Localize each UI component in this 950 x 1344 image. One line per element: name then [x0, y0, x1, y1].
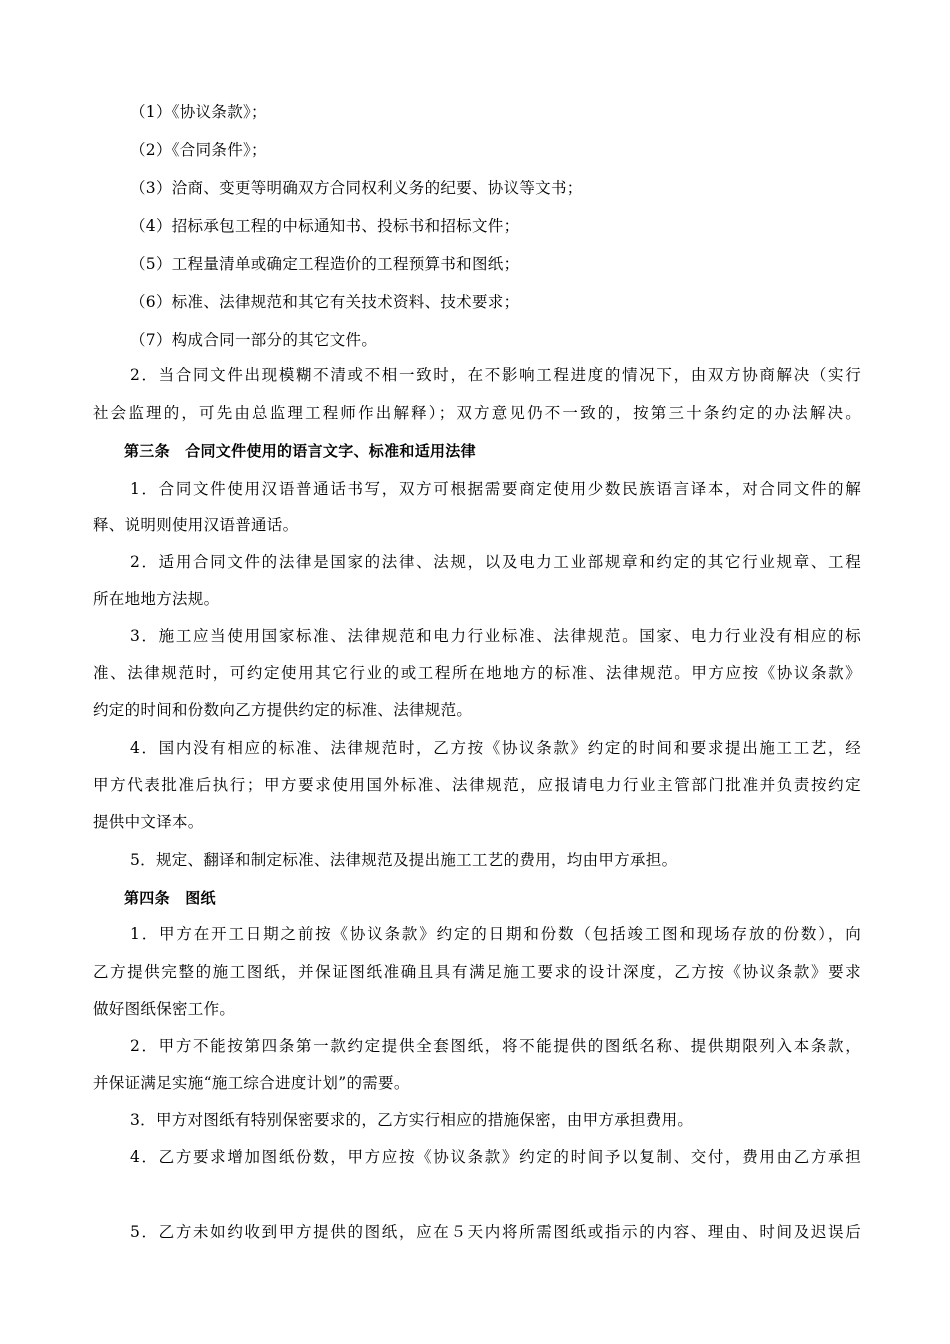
paragraph-line: 约定的时间和份数向乙方提供约定的标准、法律规范。 — [93, 701, 473, 719]
paragraph-line: 1．合同文件使用汉语普通话书写，双方可根据需要商定使用少数民族语言译本，对合同文件的解 — [130, 480, 861, 498]
paragraph-line: 乙方提供完整的施工图纸，并保证图纸准确且具有满足施工要求的设计深度，乙方按《协议条款》要求 — [93, 963, 861, 981]
paragraph-line: 准、法律规范时，可约定使用其它行业的或工程所在地地方的标准、法律规范。甲方应按《协议条款》 — [93, 664, 861, 682]
paragraph-line: 2．当合同文件出现模糊不清或不相一致时，在不影响工程进度的情况下，由双方协商解决（实行 — [130, 366, 861, 384]
paragraph-line: 并保证满足实施“施工综合进度计划”的需要。 — [93, 1074, 410, 1092]
paragraph-line: 4．乙方要求增加图纸份数，甲方应按《协议条款》约定的时间予以复制、交付，费用由乙方承担 — [130, 1148, 861, 1166]
paragraph-line: 做好图纸保密工作。 — [93, 1000, 236, 1018]
paragraph-line: 1．甲方在开工日期之前按《协议条款》约定的日期和份数（包括竣工图和现场存放的份数），向 — [130, 925, 861, 943]
paragraph-line: 所在地地方法规。 — [93, 590, 220, 608]
list-item: （5）工程量清单或确定工程造价的工程预算书和图纸； — [130, 255, 520, 273]
article-3-heading: 第三条 合同文件使用的语言文字、标准和适用法律 — [124, 442, 476, 460]
list-item: （3）洽商、变更等明确双方合同权利义务的纪要、协议等文书； — [130, 179, 583, 197]
list-item: （1）《协议条款》； — [130, 103, 267, 121]
list-item: （6）标准、法律规范和其它有关技术资料、技术要求； — [130, 293, 520, 311]
paragraph-line: 提供中文译本。 — [93, 813, 204, 831]
paragraph-line: 3．施工应当使用国家标准、法律规范和电力行业标准、法律规范。国家、电力行业没有相应的标 — [130, 627, 861, 645]
paragraph-line: 释、说明则使用汉语普通话。 — [93, 516, 299, 534]
paragraph-line: 2．甲方不能按第四条第一款约定提供全套图纸，将不能提供的图纸名称、提供期限列入本条款， — [130, 1037, 861, 1055]
paragraph-line: 2．适用合同文件的法律是国家的法律、法规，以及电力工业部规章和约定的其它行业规章、工程 — [130, 553, 861, 571]
paragraph-line: 3．甲方对图纸有特别保密要求的，乙方实行相应的措施保密，由甲方承担费用。 — [130, 1111, 694, 1129]
paragraph-line: 4．国内没有相应的标准、法律规范时，乙方按《协议条款》约定的时间和要求提出施工工艺，经 — [130, 739, 861, 757]
article-4-heading: 第四条 图纸 — [124, 889, 216, 907]
list-item: （7）构成合同一部分的其它文件。 — [130, 331, 378, 349]
paragraph-line: 5．乙方未如约收到甲方提供的图纸，应在５天内将所需图纸或指示的内容、理由、时间及迟误后 — [130, 1223, 861, 1241]
paragraph-line: 甲方代表批准后执行；甲方要求使用国外标准、法律规范，应报请电力行业主管部门批准并负责按约定 — [93, 776, 861, 794]
paragraph-line: 5．规定、翻译和制定标准、法律规范及提出施工工艺的费用，均由甲方承担。 — [130, 851, 678, 869]
paragraph-line: 社会监理的，可先由总监理工程师作出解释）；双方意见仍不一致的，按第三十条约定的办法解决。 — [93, 404, 861, 422]
list-item: （2）《合同条件》； — [130, 141, 267, 159]
list-item: （4）招标承包工程的中标通知书、投标书和招标文件； — [130, 217, 520, 235]
